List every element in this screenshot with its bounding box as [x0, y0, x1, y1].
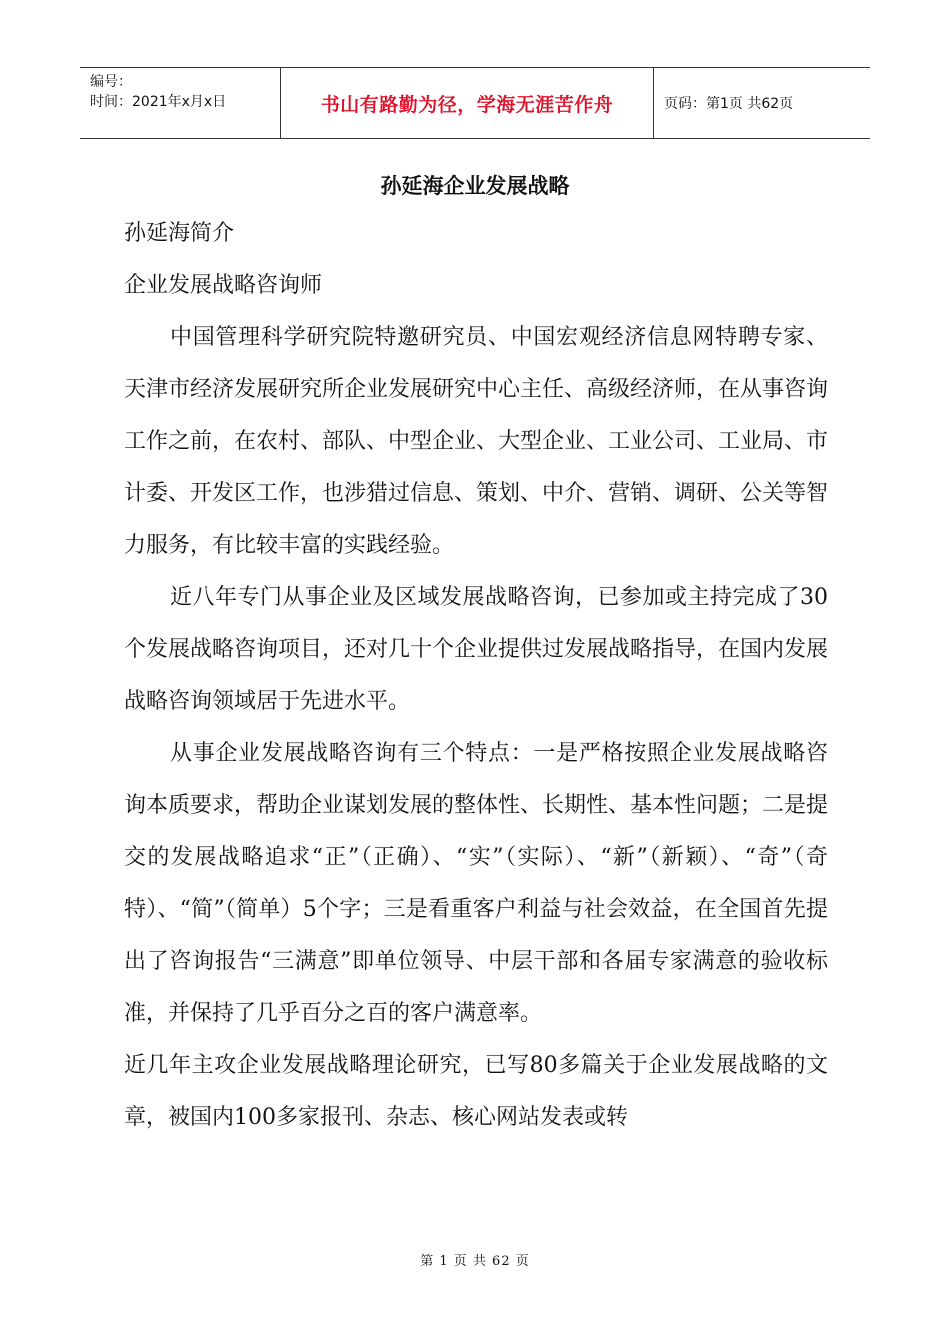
number-label: 编号：	[90, 74, 132, 90]
time-label: 时间：2021年x月x日	[90, 94, 227, 110]
paragraph: 近八年专门从事企业及区域发展战略咨询，已参加或主持完成了30个发展战略咨询项目，还对几十个企业提供过发展战略指导，在国内发展战略咨询领域居于先进水平。	[124, 585, 829, 714]
header-motto: 书山有路勤为径，学海无涯苦作舟	[281, 68, 654, 138]
paragraph: 企业发展战略咨询师	[124, 273, 323, 298]
paragraph: 近几年主攻企业发展战略理论研究，已写80多篇关于企业发展战略的文章，被国内100多家报刊、杂志、核心网站发表或转	[124, 1053, 828, 1130]
header-meta	[80, 68, 281, 138]
paragraph: 中国管理科学研究院特邀研究员、中国宏观经济信息网特聘专家、天津市经济发展研究所企业发展研究中心主任、高级经济师，在从事咨询工作之前，在农村、部队、中型企业、大型企业、工业公司、工业局、市计委、开发区工作，也涉猎过信息、策划、中介、营销、调研、公关等智力服务，有比较丰富的实践经验。	[124, 325, 829, 558]
page-footer: 第 1 页 共 62 页	[420, 1254, 530, 1269]
header-table	[80, 67, 870, 139]
header-page-info: 页码：第1页 共62页	[664, 96, 794, 112]
document-body	[124, 208, 828, 1144]
paragraph: 孙延海简介	[124, 221, 235, 246]
document-title: 孙延海企业发展战略	[380, 174, 570, 198]
paragraph: 从事企业发展战略咨询有三个特点：一是严格按照企业发展战略咨询本质要求，帮助企业谋划发展的整体性、长期性、基本性问题；二是提交的发展战略追求“正”（正确）、“实”（实际）、“新”（新颖）、“奇”（奇特）、“简”（简单）5个字；三是看重客户利益与社会效益，在全国首先提出了咨询报告“三满意”即单位领导、中层干部和各届专家满意的验收标准，并保持了几乎百分之百的客户满意率。	[124, 741, 829, 1026]
